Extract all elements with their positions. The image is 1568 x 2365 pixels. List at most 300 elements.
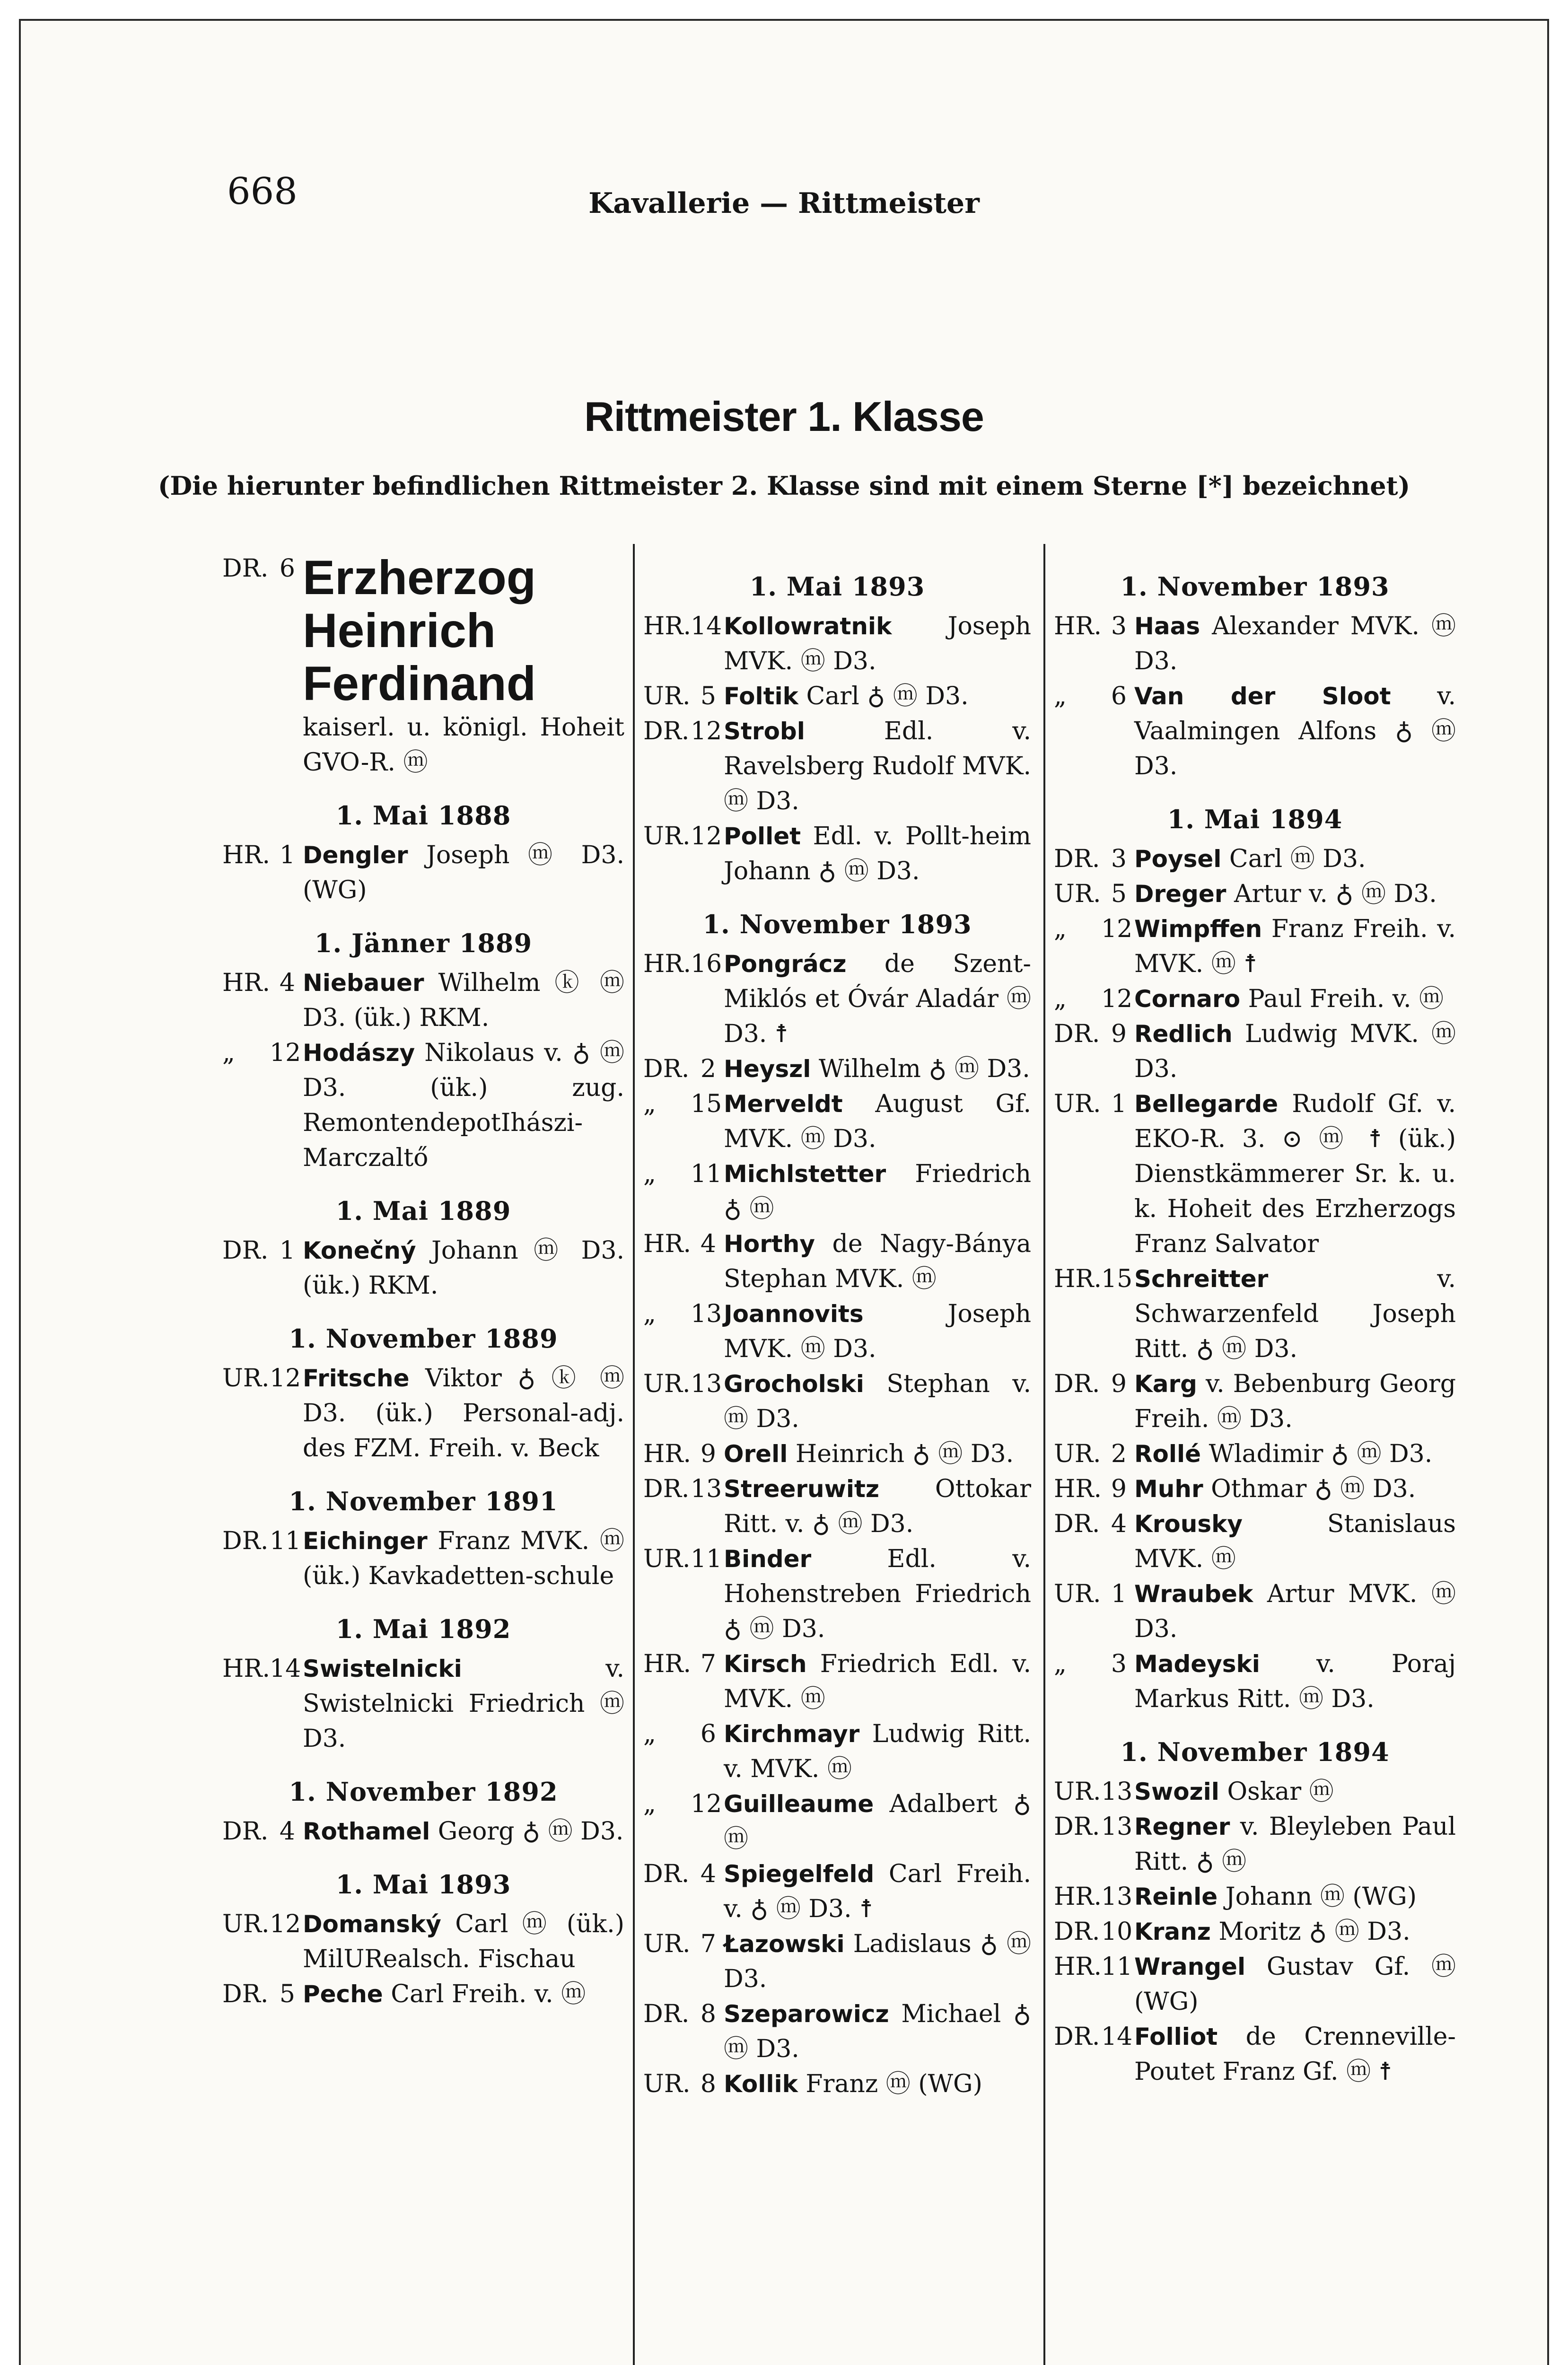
entry-text — [1134, 1366, 1456, 1437]
regiment-label: DR. — [1054, 1918, 1100, 1946]
entry-text — [724, 714, 1031, 819]
entry-details: Georg ♁ ⓜ D3. — [430, 1817, 624, 1846]
officer-surname: Dreger — [1134, 880, 1226, 908]
entry-details: Othmar ♁ ⓜ D3. — [1203, 1475, 1416, 1503]
entry-row — [1054, 1016, 1456, 1086]
date-heading: 1. November 1893 — [1120, 571, 1390, 602]
officer-surname: Grocholski — [724, 1370, 864, 1398]
regiment-number: 1 — [279, 841, 295, 869]
regiment-number: 11 — [691, 1160, 722, 1188]
regiment-number: 14 — [270, 1655, 301, 1683]
entry-text — [1134, 1086, 1456, 1261]
entry-details: August Gf. MVK. ⓜ D3. — [724, 1090, 1031, 1153]
officer-surname: Horthy — [724, 1230, 815, 1258]
regiment-number: 2 — [700, 1055, 716, 1083]
regiment-label: DR. — [1054, 2023, 1100, 2051]
regiment-number: 8 — [700, 2000, 716, 2028]
officer-surname: Krousky — [1134, 1510, 1243, 1538]
regiment-number: 13 — [691, 1370, 722, 1398]
entry-details: Franz MVK. ⓜ (ük.) Kavkadetten-schule — [303, 1527, 624, 1590]
officer-surname: Wimpffen — [1134, 915, 1262, 943]
column-3 — [1054, 551, 1456, 2089]
date-heading: 1. Jänner 1889 — [314, 928, 533, 958]
regiment-label: „ — [1054, 682, 1067, 710]
regiment-number: 13 — [691, 1475, 722, 1503]
officer-surname: Cornaro — [1134, 985, 1241, 1013]
regiment-number: 14 — [1101, 2023, 1133, 2051]
officer-surname: Eichinger — [303, 1527, 428, 1555]
entry-row — [1054, 679, 1456, 784]
officer-surname: Bellegarde — [1134, 1090, 1279, 1118]
regiment-number: 9 — [700, 1440, 716, 1468]
entry-details: Nikolaus v. ♁ ⓜ D3. (ük.) zug. RemontendepotIhászi-Marczaltő — [303, 1039, 624, 1172]
column-rule — [633, 544, 635, 2365]
entry-text — [724, 1051, 1031, 1086]
entry-details: Carl ♁ ⓜ D3. — [798, 682, 969, 710]
officer-surname: Madeyski — [1134, 1650, 1260, 1678]
officer-surname: Poysel — [1134, 845, 1222, 873]
entry-text — [303, 1907, 624, 1977]
entry-row — [1054, 2019, 1456, 2089]
entry-details: Adalbert ♁ ⓜ — [724, 1790, 1031, 1853]
entry-details: Alexander MVK. ⓜ D3. — [1134, 612, 1456, 675]
entry-row — [1054, 1472, 1456, 1507]
entry-row — [643, 1437, 1031, 1472]
entry-text — [1134, 1647, 1456, 1717]
date-heading: 1. November 1892 — [289, 1777, 558, 1807]
regiment-label: „ — [643, 1720, 656, 1748]
date-heading: 1. November 1893 — [702, 909, 972, 939]
entry-text — [303, 1361, 624, 1466]
officer-surname: Fritsche — [303, 1365, 410, 1392]
regiment-label: HR. — [1054, 612, 1102, 640]
column-2 — [643, 551, 1031, 2102]
entry-details: Gustav Gf. ⓜ (WG) — [1134, 1953, 1456, 2016]
regiment-label: „ — [222, 1039, 235, 1067]
entry-text — [1134, 1437, 1456, 1472]
regiment-number: 9 — [1111, 1020, 1127, 1048]
regiment-number: 6 — [700, 1720, 716, 1748]
entry-row — [222, 1035, 624, 1175]
entry-text — [724, 1437, 1031, 1472]
officer-surname: Guilleaume — [724, 1790, 874, 1818]
regiment-label: HR. — [222, 841, 271, 869]
entry-text — [303, 1035, 624, 1175]
regiment-label: „ — [643, 1090, 656, 1118]
officer-surname: Swistelnicki — [303, 1655, 462, 1682]
entry-row — [643, 1472, 1031, 1542]
entry-text — [724, 1857, 1031, 1927]
entry-text — [724, 1647, 1031, 1717]
entry-details: Ladislaus ♁ ⓜ D3. — [724, 1930, 1031, 1993]
officer-surname: Łazowski — [724, 1930, 845, 1958]
entry-details: Johann ⓜ (WG) — [1218, 1883, 1417, 1911]
entry-details: Paul Freih. v. ⓜ — [1240, 985, 1444, 1013]
entry-row — [643, 819, 1031, 889]
regiment-label: UR. — [643, 1370, 691, 1398]
officer-surname: Hodászy — [303, 1039, 415, 1067]
regiment-number: 4 — [279, 969, 295, 997]
entry-row — [222, 1524, 624, 1594]
regiment-number: 9 — [1111, 1370, 1127, 1398]
entry-text — [1134, 911, 1456, 981]
regiment-label: DR. — [222, 1980, 269, 2008]
entry-details: Johann ⓜ D3. (ük.) RKM. — [303, 1236, 624, 1300]
regiment-label: DR. — [222, 1527, 269, 1555]
officer-surname: Haas — [1134, 613, 1200, 640]
officer-surname: Foltik — [724, 683, 798, 710]
regiment-number: 4 — [700, 1860, 716, 1888]
entry-row — [643, 1366, 1031, 1437]
regiment-number: 11 — [1101, 1953, 1133, 1981]
officer-surname: Pollet — [724, 823, 801, 850]
entry-row — [643, 946, 1031, 1051]
regiment-number: 6 — [1111, 682, 1127, 710]
entry-row — [222, 1651, 624, 1756]
regiment-label: DR. — [222, 1817, 269, 1846]
regiment-label: DR. — [1054, 1813, 1100, 1841]
entry-row — [222, 1907, 624, 1977]
regiment-number: 10 — [1101, 1918, 1133, 1946]
regiment-label: UR. — [643, 682, 691, 710]
entry-details: de Crenneville-Poutet Franz Gf. ⓜ ☨ — [1134, 2023, 1456, 2086]
regiment-number: 12 — [1101, 915, 1133, 943]
regiment-number: 13 — [1101, 1883, 1133, 1911]
entry-details: Rudolf Gf. v. EKO-R. 3. ⊙ ⓜ ☨ (ük.) Dienstkämmerer Sr. k. u. k. Hoheit des Erzherzogs Franz Salvator — [1134, 1090, 1456, 1258]
regiment-number: 3 — [1111, 1650, 1127, 1678]
entry-text — [724, 1472, 1031, 1542]
regiment-number: 5 — [279, 1980, 295, 2008]
entry-text — [1134, 1016, 1456, 1086]
regiment-label: HR. — [1054, 1265, 1102, 1293]
regiment-label: DR. — [222, 554, 269, 583]
entry-details: Wilhelm ⓚ ⓜ D3. (ük.) RKM. — [303, 969, 624, 1032]
regiment-label: „ — [643, 1790, 656, 1818]
date-heading: 1. November 1894 — [1120, 1737, 1390, 1767]
entry-details: Viktor ♁ ⓚ ⓜ D3. (ük.) Personal-adj. des FZM. Freih. v. Beck — [303, 1364, 624, 1463]
entry-row — [1054, 1086, 1456, 1261]
officer-surname: Rothamel — [303, 1818, 430, 1845]
entry-details: Ottokar Ritt. v. ♁ ⓜ D3. — [724, 1475, 1031, 1538]
date-heading: 1. Mai 1892 — [335, 1614, 511, 1644]
running-head: Kavallerie — Rittmeister — [588, 187, 980, 220]
entry-row — [1054, 1949, 1456, 2019]
regiment-label: DR. — [222, 1236, 269, 1265]
regiment-label: HR. — [222, 969, 271, 997]
entry-details: Carl ⓜ (ük.) MilURealsch. Fischau — [303, 1910, 624, 1973]
entry-row — [1054, 1437, 1456, 1472]
entry-details: Stanislaus MVK. ⓜ — [1134, 1510, 1456, 1573]
entry-details: Heinrich ♁ ⓜ D3. — [788, 1440, 1014, 1468]
regiment-number: 16 — [691, 950, 722, 978]
entry-details: Joseph MVK. ⓜ D3. — [724, 1300, 1031, 1363]
officer-surname: Redlich — [1134, 1020, 1233, 1048]
entry-row — [1054, 876, 1456, 911]
officer-surname: Kollik — [724, 2070, 798, 2098]
regiment-label: UR. — [1054, 880, 1101, 908]
entry-text — [724, 1787, 1031, 1857]
regiment-label: „ — [643, 1160, 656, 1188]
entry-row — [1054, 981, 1456, 1016]
officer-surname: Kollowratnik — [724, 613, 892, 640]
entry-row — [222, 1814, 624, 1849]
entry-row — [643, 1051, 1031, 1086]
entry-text — [1134, 1774, 1456, 1809]
entry-row — [1054, 609, 1456, 679]
officer-surname: Pongrácz — [724, 950, 847, 978]
officer-surname: Dengler — [303, 841, 408, 869]
officer-surname: Rollé — [1134, 1440, 1201, 1468]
entry-text — [303, 965, 624, 1035]
entry-text — [724, 679, 1031, 714]
entry-text — [303, 551, 624, 780]
entry-row — [1054, 1507, 1456, 1577]
entry-details: Stephan v. ⓜ D3. — [724, 1370, 1031, 1433]
regiment-label: UR. — [643, 2070, 691, 2098]
regiment-label: UR. — [1054, 1090, 1101, 1118]
regiment-label: DR. — [643, 2000, 690, 2028]
regiment-label: DR. — [1054, 845, 1100, 873]
entry-details: kaiserl. u. königl. Hoheit GVO-R. ⓜ — [303, 713, 624, 777]
regiment-label: DR. — [1054, 1370, 1100, 1398]
entry-row — [1054, 1774, 1456, 1809]
officer-surname: Binder — [724, 1545, 812, 1573]
entry-details: v. Bleyleben Paul Ritt. ♁ ⓜ — [1134, 1813, 1456, 1876]
entry-details: Franz Freih. v. MVK. ⓜ ☨ — [1134, 915, 1456, 978]
entry-row — [643, 1997, 1031, 2067]
regiment-label: DR. — [643, 717, 690, 745]
officer-surname: Merveldt — [724, 1090, 843, 1118]
regiment-label: „ — [1054, 1650, 1067, 1678]
entry-text — [724, 1997, 1031, 2067]
regiment-number: 12 — [270, 1364, 301, 1393]
entry-row — [1054, 1914, 1456, 1949]
entry-details: Wladimir ♁ ⓜ D3. — [1201, 1440, 1433, 1468]
entry-details: Artur MVK. ⓜ D3. — [1134, 1580, 1456, 1643]
officer-surname: Strobl — [724, 718, 805, 745]
entry-details: Friedrich ♁ ⓜ — [724, 1160, 1031, 1223]
regiment-label: HR. — [643, 950, 692, 978]
officer-surname: Heyszl — [724, 1055, 811, 1083]
entry-text — [1134, 841, 1456, 876]
column-rule — [1043, 544, 1045, 2365]
regiment-number: 3 — [1111, 845, 1127, 873]
entry-row — [222, 965, 624, 1035]
regiment-number: 12 — [270, 1910, 301, 1938]
regiment-number: 11 — [691, 1545, 722, 1573]
entry-text — [1134, 1949, 1456, 2019]
regiment-label: DR. — [1054, 1020, 1100, 1048]
date-heading: 1. Mai 1889 — [335, 1196, 511, 1226]
regiment-label: HR. — [643, 1650, 692, 1678]
regiment-label: HR. — [1054, 1475, 1102, 1503]
officer-surname: Kirchmayr — [724, 1720, 860, 1748]
regiment-number: 4 — [700, 1230, 716, 1258]
page-subtitle: (Die hierunter befindlichen Rittmeister 2. Klasse sind mit einem Sterne [*] bezeichnet) — [158, 471, 1410, 501]
regiment-label: „ — [643, 1300, 656, 1328]
date-heading: 1. Mai 1888 — [335, 800, 511, 831]
entry-row — [643, 1296, 1031, 1366]
officer-surname: Kirsch — [724, 1650, 807, 1678]
officer-surname: Van der Sloot — [1134, 683, 1391, 710]
column-1 — [222, 551, 624, 2012]
entry-row — [1054, 1879, 1456, 1914]
date-heading: 1. Mai 1893 — [749, 571, 925, 602]
entry-details: Michael ♁ ⓜ D3. — [724, 2000, 1031, 2063]
officer-surname: Schreitter — [1134, 1265, 1269, 1293]
entry-row — [643, 1156, 1031, 1226]
entry-row — [1054, 1647, 1456, 1717]
officer-surname: Swozil — [1134, 1778, 1219, 1805]
entry-details: Carl Freih. v. ♁ ⓜ D3. ☨ — [724, 1860, 1031, 1923]
entry-row — [1054, 1261, 1456, 1366]
entry-row — [1054, 911, 1456, 981]
entry-text — [724, 946, 1031, 1051]
officer-surname: Kranz — [1134, 1918, 1211, 1945]
entry-details: Edl. v. Pollt-heim Johann ♁ ⓜ D3. — [724, 822, 1031, 885]
officer-surname: Muhr — [1134, 1475, 1203, 1503]
entry-details: Wilhelm ♁ ⓜ D3. — [811, 1055, 1030, 1083]
regiment-label: UR. — [1054, 1440, 1101, 1468]
officer-surname: Michlstetter — [724, 1160, 886, 1188]
regiment-label: HR. — [222, 1655, 271, 1683]
entry-row — [643, 1226, 1031, 1296]
entry-text — [1134, 2019, 1456, 2089]
entry-row — [643, 1857, 1031, 1927]
entry-details: Artur v. ♁ ⓜ D3. — [1226, 880, 1437, 908]
date-heading: 1. Mai 1893 — [335, 1869, 511, 1900]
entry-text — [1134, 1507, 1456, 1577]
entry-text — [1134, 609, 1456, 679]
entry-text — [724, 2067, 1031, 2102]
entry-row — [643, 609, 1031, 679]
entry-row — [222, 1361, 624, 1466]
entry-details: Carl ⓜ D3. — [1221, 845, 1366, 873]
date-heading: 1. November 1891 — [289, 1486, 558, 1516]
regiment-label: DR. — [643, 1055, 690, 1083]
entry-details: Edl. v. Ravelsberg Rudolf MVK. ⓜ D3. — [724, 717, 1031, 815]
regiment-number: 2 — [1111, 1440, 1127, 1468]
entry-row — [222, 838, 624, 908]
entry-row — [643, 2067, 1031, 2102]
regiment-number: 13 — [1101, 1813, 1133, 1841]
entry-row — [222, 1233, 624, 1303]
officer-surname: Wraubek — [1134, 1580, 1253, 1608]
regiment-label: HR. — [643, 1230, 692, 1258]
regiment-label: „ — [1054, 985, 1067, 1013]
regiment-number: 4 — [279, 1817, 295, 1846]
officer-surname: Wrangel — [1134, 1953, 1246, 1980]
entry-row — [643, 1927, 1031, 1997]
entry-details: Oskar ⓜ — [1219, 1778, 1334, 1806]
officer-surname: Peche — [303, 1980, 383, 2008]
regiment-number: 5 — [1111, 880, 1127, 908]
regiment-number: 8 — [700, 2070, 716, 2098]
entry-text — [1134, 679, 1456, 784]
regiment-number: 9 — [1111, 1475, 1127, 1503]
regiment-label: UR. — [643, 1930, 691, 1958]
officer-surname: Domanský — [303, 1910, 441, 1938]
entry-text — [724, 1296, 1031, 1366]
regiment-number: 12 — [691, 822, 722, 850]
entry-row — [1054, 1366, 1456, 1437]
entry-details: v. Bebenburg Georg Freih. ⓜ D3. — [1134, 1370, 1456, 1433]
entry-details: de Nagy-Bánya Stephan MVK. ⓜ — [724, 1230, 1031, 1293]
entry-text — [1134, 1879, 1456, 1914]
entry-text — [1134, 1577, 1456, 1647]
entry-row — [643, 1787, 1031, 1857]
entry-row — [643, 679, 1031, 714]
regiment-label: DR. — [643, 1475, 690, 1503]
entry-text — [1134, 1914, 1456, 1949]
regiment-number: 14 — [691, 612, 722, 640]
entry-text — [303, 1977, 624, 2012]
entry-details: v. Schwarzenfeld Joseph Ritt. ♁ ⓜ D3. — [1134, 1265, 1456, 1363]
regiment-number: 12 — [1101, 985, 1133, 1013]
entry-text — [724, 1226, 1031, 1296]
regiment-number: 12 — [270, 1039, 301, 1067]
officer-surname: Regner — [1134, 1813, 1230, 1840]
regiment-label: HR. — [643, 1440, 692, 1468]
entry-details: Friedrich Edl. v. MVK. ⓜ — [724, 1650, 1031, 1713]
regiment-number: 1 — [279, 1236, 295, 1265]
entry-text — [303, 1814, 624, 1849]
entry-text — [1134, 981, 1456, 1016]
officer-surname: Orell — [724, 1440, 788, 1468]
regiment-number: 7 — [700, 1650, 716, 1678]
entry-details: Joseph ⓜ D3. (WG) — [303, 841, 624, 904]
entry-row — [1054, 841, 1456, 876]
entry-text — [724, 1717, 1031, 1787]
entry-row — [1054, 1809, 1456, 1879]
page-title: Rittmeister 1. Klasse — [584, 393, 984, 440]
entry-details: Moritz ♁ ⓜ D3. — [1210, 1918, 1410, 1946]
regiment-number: 3 — [1111, 612, 1127, 640]
officer-surname: Joannovits — [724, 1300, 864, 1328]
entry-details: Edl. v. Hohenstreben Friedrich ♁ ⓜ D3. — [724, 1545, 1031, 1643]
entry-text — [303, 838, 624, 908]
entry-row — [1054, 1577, 1456, 1647]
officer-surname: Konečný — [303, 1237, 416, 1264]
entry-row — [222, 551, 624, 780]
entry-text — [724, 819, 1031, 889]
regiment-label: UR. — [222, 1364, 270, 1393]
entry-text — [724, 1366, 1031, 1437]
entry-details: Ludwig MVK. ⓜ D3. — [1134, 1020, 1456, 1083]
date-heading: 1. November 1889 — [289, 1323, 558, 1354]
regiment-label: UR. — [1054, 1580, 1101, 1608]
regiment-number: 12 — [691, 717, 722, 745]
regiment-label: „ — [1054, 915, 1067, 943]
regiment-label: UR. — [643, 1545, 691, 1573]
regiment-number: 11 — [270, 1527, 301, 1555]
regiment-label: UR. — [222, 1910, 270, 1938]
regiment-number: 6 — [279, 554, 295, 583]
entry-details: v. Poraj Markus Ritt. ⓜ D3. — [1134, 1650, 1456, 1713]
regiment-number: 13 — [1101, 1778, 1133, 1806]
entry-row — [643, 1086, 1031, 1156]
regiment-label: HR. — [1054, 1953, 1102, 1981]
entry-row — [222, 1977, 624, 2012]
entry-text — [1134, 1809, 1456, 1879]
regiment-label: HR. — [643, 612, 692, 640]
entry-text — [724, 609, 1031, 679]
regiment-label: DR. — [1054, 1510, 1100, 1538]
entry-text — [724, 1156, 1031, 1226]
entry-details: v. Swistelnicki Friedrich ⓜ D3. — [303, 1655, 624, 1753]
regiment-number: 15 — [691, 1090, 722, 1118]
entry-row — [643, 1717, 1031, 1787]
